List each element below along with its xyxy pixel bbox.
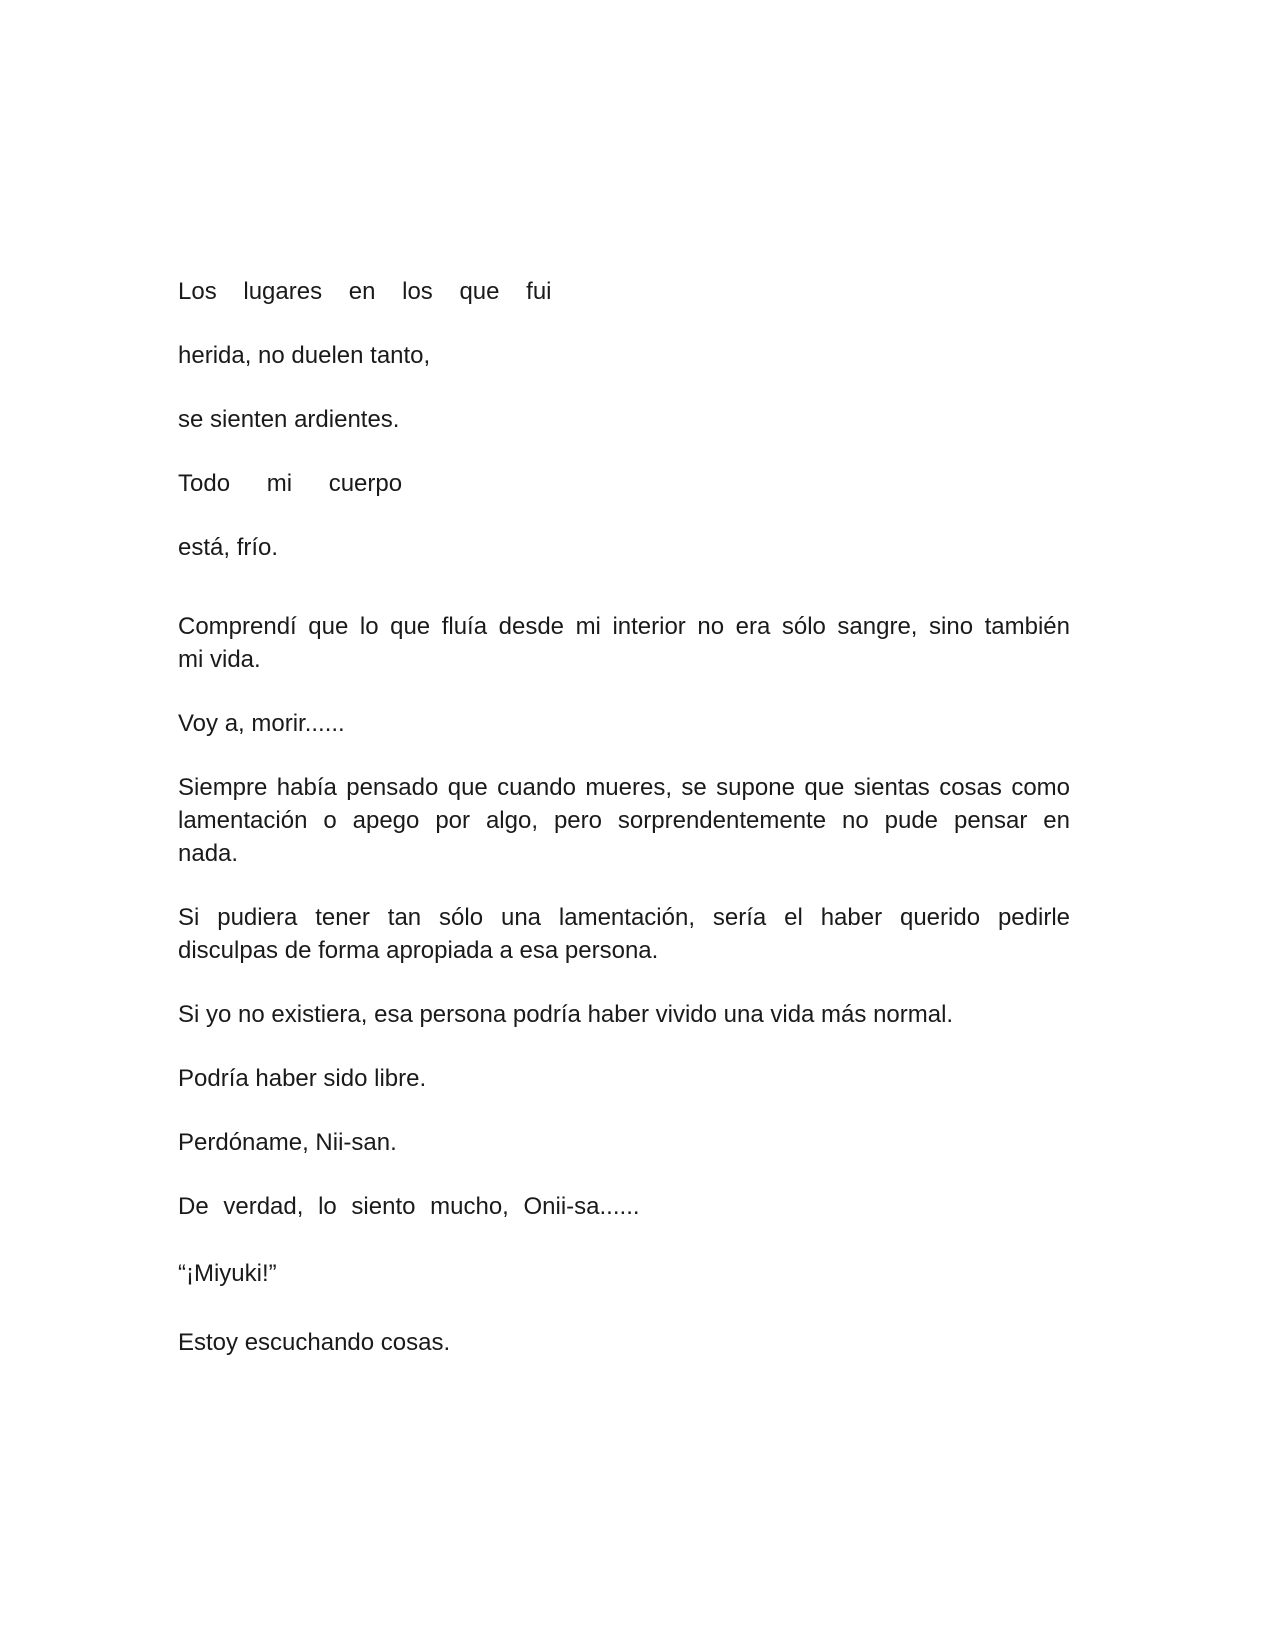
paragraph-los-lugares	[178, 275, 1070, 308]
text-line: nada.	[178, 840, 239, 867]
text-line: “¡Miyuki!”	[178, 1260, 277, 1287]
text-line: Siempre había pensado que cuando mueres, se supone que sientas cosas como	[178, 774, 1070, 801]
paragraph-comprendi	[178, 610, 1070, 676]
paragraph-de-verdad	[178, 1190, 1070, 1223]
text-line: Los lugares en los que fui	[178, 278, 552, 305]
text-line: Podría haber sido libre.	[178, 1065, 427, 1092]
text-line: Comprendí que lo que fluía desde mi interior no era sólo sangre, sino también	[178, 613, 1070, 640]
text-line: mi vida.	[178, 646, 261, 673]
paragraph-estoy-escuchando	[178, 1326, 1070, 1359]
text-line: Todo mi cuerpo	[178, 470, 403, 497]
paragraph-miyuki	[178, 1257, 1070, 1290]
paragraph-todo-mi-cuerpo	[178, 467, 1070, 500]
text-block	[178, 275, 1070, 1390]
paragraph-si-yo-no-existiera	[178, 998, 1070, 1031]
paragraph-perdoname	[178, 1126, 1070, 1159]
paragraph-podria-haber	[178, 1062, 1070, 1095]
text-line: De verdad, lo siento mucho, Onii-sa......	[178, 1193, 640, 1220]
text-line: Si yo no existiera, esa persona podría haber vivido una vida más normal.	[178, 1001, 954, 1028]
text-line: disculpas de forma apropiada a esa persona.	[178, 937, 659, 964]
text-line: Perdóname, Nii-san.	[178, 1129, 397, 1156]
text-line: herida, no duelen tanto,	[178, 342, 431, 369]
text-line: Voy a, morir......	[178, 710, 345, 737]
text-line: lamentación o apego por algo, pero sorprendentemente no pude pensar en	[178, 807, 1070, 834]
paragraph-voy-a-morir	[178, 707, 1070, 740]
paragraph-siempre-habia	[178, 771, 1070, 870]
text-line: Estoy escuchando cosas.	[178, 1329, 451, 1356]
paragraph-se-sienten	[178, 403, 1070, 436]
paragraph-esta-frio	[178, 531, 1070, 564]
paragraph-herida	[178, 339, 1070, 372]
paragraph-si-pudiera	[178, 901, 1070, 967]
text-line: Si pudiera tener tan sólo una lamentación, sería el haber querido pedirle	[178, 904, 1070, 931]
text-line: se sienten ardientes.	[178, 406, 400, 433]
text-line: está, frío.	[178, 534, 279, 561]
